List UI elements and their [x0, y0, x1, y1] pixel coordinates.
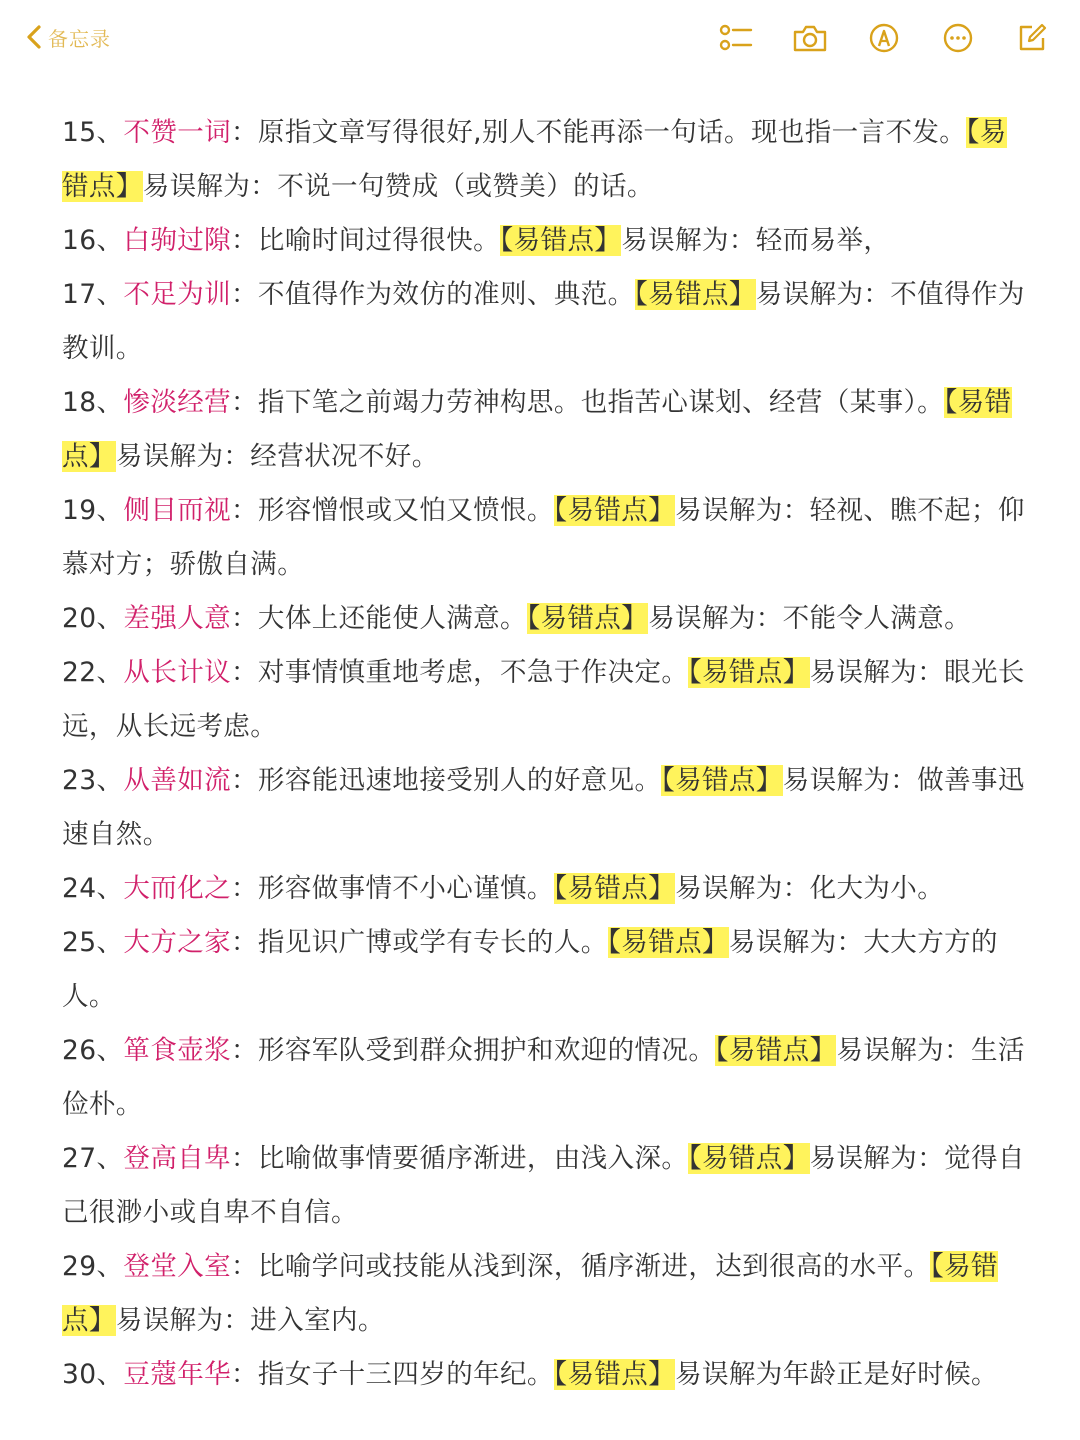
idiom-definition: ：指下笔之前竭力劳神构思。也指苦心谋划、经营（某事）。 — [231, 387, 945, 418]
note-body[interactable] — [62, 106, 1026, 1402]
list-item — [62, 1240, 1026, 1348]
idiom-definition: ：形容军队受到群众拥护和欢迎的情况。 — [231, 1035, 716, 1066]
idiom-term: 大而化之 — [123, 873, 232, 904]
idiom-definition: ：指女子十三四岁的年纪。 — [231, 1359, 554, 1390]
error-tag: 【易错点】 — [553, 873, 676, 904]
back-label: 备忘录 — [48, 26, 111, 51]
idiom-definition: ：对事情慎重地考虑，不急于作决定。 — [231, 657, 689, 688]
item-number: 20、 — [62, 603, 124, 634]
idiom-term: 白驹过隙 — [123, 225, 232, 256]
error-tag: 【易错点】 — [62, 1251, 998, 1336]
list-item — [62, 1348, 1026, 1402]
idiom-definition: ：比喻时间过得很快。 — [231, 225, 501, 256]
list-item — [62, 106, 1026, 214]
idiom-definition: ：比喻做事情要循序渐进，由浅入深。 — [231, 1143, 689, 1174]
error-tag: 【易错点】 — [553, 1359, 676, 1390]
list-item — [62, 1024, 1026, 1132]
misinterpretation: 易误解为：眼光长远，从长远考虑。 — [62, 657, 1025, 742]
misinterpretation: 易误解为：不值得作为教训。 — [62, 279, 1025, 364]
idiom-definition: ：不值得作为效仿的准则、典范。 — [231, 279, 635, 310]
misinterpretation: 易误解为：不能令人满意。 — [648, 603, 971, 634]
back-button[interactable] — [26, 20, 111, 54]
item-number: 26、 — [62, 1035, 124, 1066]
list-item — [62, 646, 1026, 754]
list-item — [62, 916, 1026, 1024]
idiom-definition: ：形容能迅速地接受别人的好意见。 — [231, 765, 662, 796]
error-tag: 【易错点】 — [688, 657, 810, 688]
checklist-button[interactable] — [716, 18, 756, 58]
toolbar — [682, 18, 1052, 58]
misinterpretation: 易误解为年龄正是好时候。 — [675, 1359, 998, 1390]
misinterpretation: 易误解为：轻而易举， — [621, 225, 891, 256]
list-item — [62, 862, 1026, 916]
misinterpretation: 易误解为：经营状况不好。 — [115, 441, 439, 472]
item-number: 25、 — [62, 927, 124, 958]
idiom-term: 登堂入室 — [123, 1251, 232, 1282]
misinterpretation: 易误解为：觉得自己很渺小或自卑不自信。 — [62, 1143, 1025, 1228]
error-tag: 【易错点】 — [553, 495, 676, 526]
item-number: 27、 — [62, 1143, 124, 1174]
top-bar — [0, 0, 1080, 80]
item-number: 15、 — [62, 117, 124, 148]
list-item — [62, 214, 1026, 268]
list-item — [62, 592, 1026, 646]
item-number: 30、 — [62, 1359, 124, 1390]
item-number: 24、 — [62, 873, 124, 904]
error-tag: 【易错点】 — [688, 1143, 810, 1174]
idiom-term: 差强人意 — [123, 603, 232, 634]
item-number: 29、 — [62, 1251, 124, 1282]
item-number: 16、 — [62, 225, 124, 256]
idiom-definition: ：原指文章写得很好,别人不能再添一句话。现也指一言不发。 — [231, 117, 967, 148]
idiom-term: 从长计议 — [123, 657, 232, 688]
idiom-term: 不足为训 — [123, 279, 232, 310]
misinterpretation: 易误解为：不说一句赞成（或赞美）的话。 — [142, 171, 654, 202]
misinterpretation: 易误解为：进入室内。 — [115, 1305, 385, 1336]
list-item — [62, 268, 1026, 376]
idiom-definition: ：指见识广博或学有专长的人。 — [231, 927, 608, 958]
error-tag: 【易错点】 — [715, 1035, 837, 1066]
markup-button[interactable] — [864, 18, 904, 58]
checklist-icon — [719, 23, 753, 53]
item-number: 22、 — [62, 657, 124, 688]
error-tag: 【易错点】 — [526, 603, 649, 634]
idiom-definition: ：形容做事情不小心谨慎。 — [231, 873, 554, 904]
misinterpretation: 易误解为：生活俭朴。 — [62, 1035, 1025, 1120]
error-tag: 【易错点】 — [500, 225, 622, 256]
more-icon — [942, 22, 974, 54]
chevron-left-icon — [26, 24, 42, 50]
item-number: 17、 — [62, 279, 124, 310]
error-tag: 【易错点】 — [62, 387, 1012, 472]
idiom-term: 惨淡经营 — [123, 387, 232, 418]
misinterpretation: 易误解为：做善事迅速自然。 — [62, 765, 1025, 850]
camera-icon — [792, 23, 828, 53]
idiom-term: 大方之家 — [123, 927, 232, 958]
item-number: 23、 — [62, 765, 124, 796]
idiom-term: 豆蔻年华 — [123, 1359, 232, 1390]
misinterpretation: 易误解为：轻视、瞧不起；仰慕对方；骄傲自满。 — [62, 495, 1025, 580]
item-number: 18、 — [62, 387, 124, 418]
idiom-term: 从善如流 — [123, 765, 232, 796]
item-number: 19、 — [62, 495, 124, 526]
misinterpretation: 易误解为：化大为小。 — [675, 873, 945, 904]
list-item — [62, 1132, 1026, 1240]
list-item — [62, 376, 1026, 484]
idiom-term: 侧目而视 — [123, 495, 232, 526]
error-tag: 【易错点】 — [661, 765, 783, 796]
list-item — [62, 484, 1026, 592]
error-tag: 【易错点】 — [634, 279, 756, 310]
idiom-term: 登高自卑 — [123, 1143, 232, 1174]
idiom-definition: ：形容憎恨或又怕又愤恨。 — [231, 495, 554, 526]
markup-icon — [868, 22, 900, 54]
idiom-definition: ：比喻学问或技能从浅到深，循序渐进，达到很高的水平。 — [231, 1251, 931, 1282]
error-tag: 【易错点】 — [607, 927, 729, 958]
compose-icon — [1016, 22, 1048, 54]
error-tag: 【易错点】 — [62, 117, 1007, 202]
compose-button[interactable] — [1012, 18, 1052, 58]
idiom-term: 不赞一词 — [123, 117, 232, 148]
list-item — [62, 754, 1026, 862]
idiom-definition: ：大体上还能使人满意。 — [231, 603, 527, 634]
more-button[interactable] — [938, 18, 978, 58]
misinterpretation: 易误解为：大大方方的人。 — [62, 927, 998, 1012]
idiom-term: 箪食壶浆 — [123, 1035, 232, 1066]
camera-button[interactable] — [790, 18, 830, 58]
